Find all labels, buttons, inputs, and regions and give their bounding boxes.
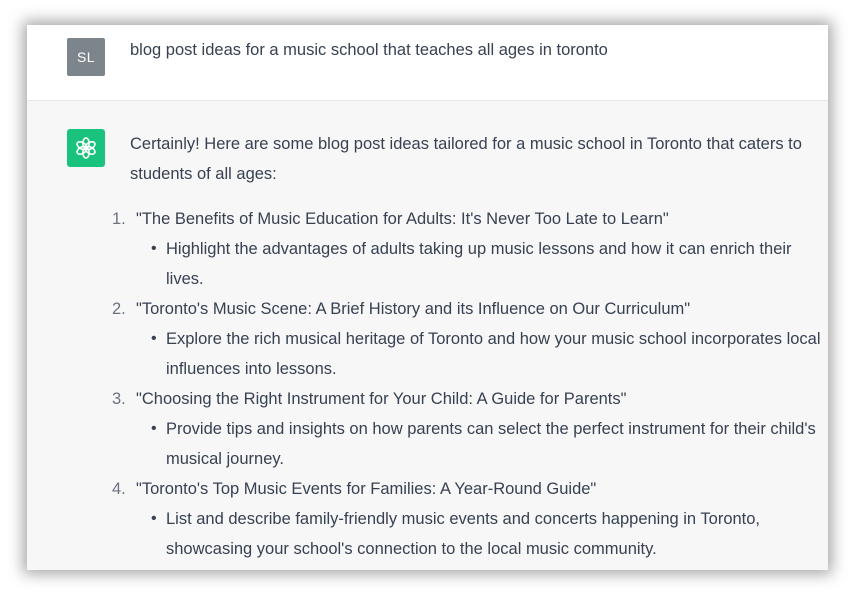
openai-logo-icon: [73, 135, 99, 161]
user-message: [27, 25, 828, 101]
user-message-text: blog post ideas for a music school that teaches all ages in toronto: [130, 41, 608, 59]
bullet-icon: •: [151, 510, 157, 527]
list-item-detail: [151, 414, 822, 474]
list-item-detail-text: Provide tips and insights on how parents can select the perfect instrument for their child's musical journey.: [166, 420, 816, 468]
list-item-title: "Choosing the Right Instrument for Your Child: A Guide for Parents": [136, 390, 627, 408]
list-item-title: "The Benefits of Music Education for Adults: It's Never Too Late to Learn": [136, 210, 669, 228]
blog-ideas-list: [112, 204, 822, 564]
list-item-title: "Toronto's Top Music Events for Families: A Year-Round Guide": [136, 480, 597, 498]
list-item-detail-text: Highlight the advantages of adults taking up music lessons and how it can enrich their lives.: [166, 240, 792, 288]
assistant-message: [27, 102, 828, 570]
list-item-detail: [151, 234, 822, 294]
assistant-message-content: [112, 129, 822, 564]
list-item-number: 1.: [112, 210, 126, 228]
list-item-detail: [151, 324, 822, 384]
list-item: [112, 294, 822, 384]
chat-window: [27, 25, 828, 570]
list-item-title: "Toronto's Music Scene: A Brief History and its Influence on Our Curriculum": [136, 300, 691, 318]
assistant-avatar: [67, 129, 105, 167]
user-avatar: SL: [67, 38, 105, 76]
assistant-intro: Certainly! Here are some blog post ideas tailored for a music school in Toronto that caters to students of all ages:: [130, 135, 802, 183]
list-item-detail: [151, 504, 822, 564]
list-item-number: 4.: [112, 480, 126, 498]
bullet-icon: •: [151, 420, 157, 437]
bullet-icon: •: [151, 330, 157, 347]
list-item: [112, 474, 822, 564]
list-item: [112, 384, 822, 474]
list-item-number: 3.: [112, 390, 126, 408]
list-item: [112, 204, 822, 294]
list-item-number: 2.: [112, 300, 126, 318]
list-item-detail-text: List and describe family-friendly music events and concerts happening in Toronto, showcasing your school's connection to the local music community.: [166, 510, 761, 558]
list-item-detail-text: Explore the rich musical heritage of Toronto and how your music school incorporates local influences into lessons.: [166, 330, 821, 378]
bullet-icon: •: [151, 240, 157, 257]
